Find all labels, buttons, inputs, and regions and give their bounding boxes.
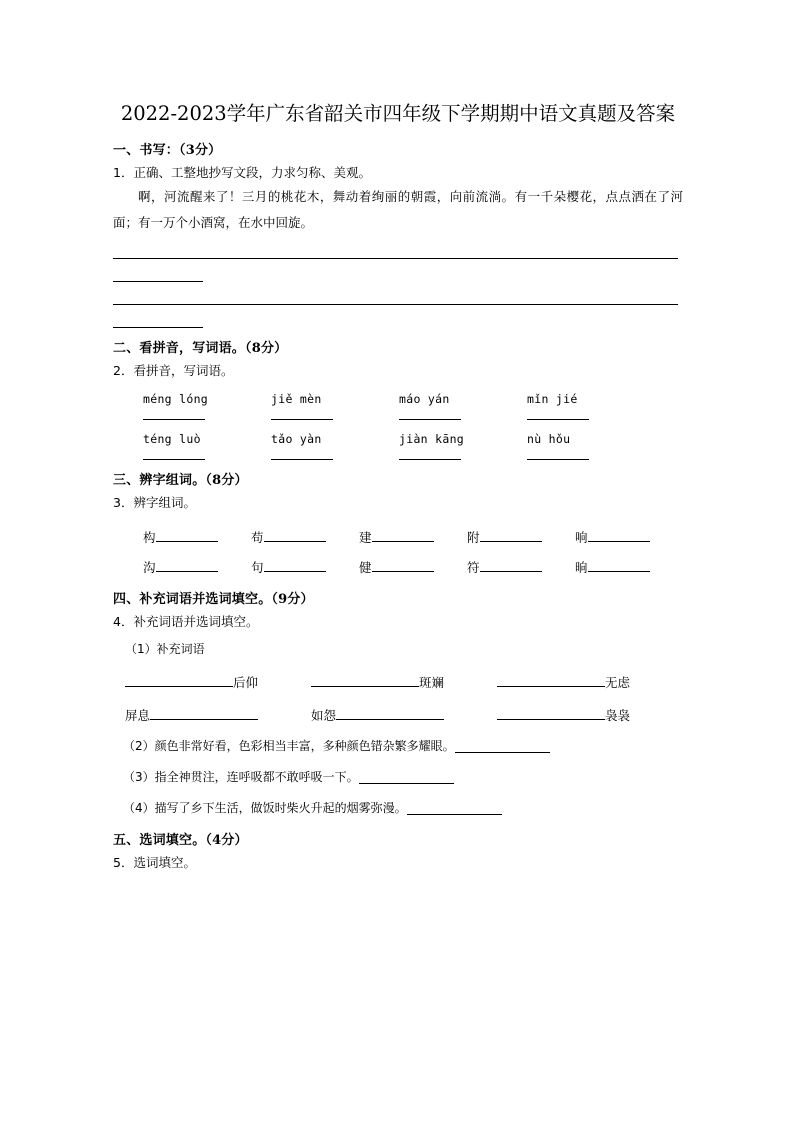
word-completion-item[interactable] [497, 704, 683, 727]
explanation-answer-blank[interactable] [455, 738, 550, 753]
character-label: 附 [467, 530, 480, 545]
word-completion-block [113, 671, 683, 727]
pinyin-answer-blank[interactable] [399, 459, 527, 460]
word-completion-item[interactable] [125, 704, 311, 727]
character-item[interactable] [575, 526, 683, 549]
word-completion-item[interactable] [311, 671, 497, 694]
page-content [113, 0, 683, 874]
character-item[interactable] [467, 556, 575, 579]
word-label: 后仰 [233, 675, 259, 690]
character-answer-blank[interactable] [264, 526, 326, 542]
spacer [113, 420, 683, 432]
question-4-sub-label: （1）补充词语 [125, 642, 205, 656]
character-answer-blank[interactable] [156, 526, 218, 542]
section-heading-3: 三、辨字组词。（8分） [113, 473, 248, 488]
pinyin-text: téng luò [143, 432, 201, 446]
word-label: 屏息 [125, 708, 151, 723]
explanation-item [113, 734, 683, 758]
question-3-prompt: 3．辨字组词。 [113, 495, 196, 510]
character-label: 符 [467, 560, 480, 575]
word-completion-row-2 [113, 704, 683, 727]
word-answer-blank[interactable] [311, 671, 419, 687]
word-answer-blank[interactable] [150, 704, 258, 720]
character-item[interactable] [143, 556, 251, 579]
character-item[interactable] [143, 526, 251, 549]
character-label: 构 [143, 530, 156, 545]
section-heading-4: 四、补充词语并选词填空。（9分） [113, 592, 314, 607]
question-1-prompt: 1．正确、工整地抄写文段，力求匀称、美观。 [113, 165, 371, 180]
character-answer-blank[interactable] [156, 556, 218, 572]
writing-line-1[interactable] [113, 258, 678, 259]
pinyin-text: tǎo yàn [271, 432, 322, 446]
character-answer-blank[interactable] [588, 526, 650, 542]
character-label: 晌 [575, 560, 588, 575]
character-item[interactable] [251, 556, 359, 579]
character-label: 苟 [251, 530, 264, 545]
section-heading-2: 二、看拼音，写词语。（8分） [113, 341, 288, 356]
explanation-text: （2）颜色非常好看，色彩相当丰富，多种颜色错杂繁多耀眼。 [123, 739, 455, 753]
question-5-prompt: 5．选词填空。 [113, 855, 196, 870]
pinyin-answer-blank[interactable] [143, 419, 271, 420]
character-item[interactable] [359, 556, 467, 579]
explanation-answer-blank[interactable] [407, 800, 502, 815]
pinyin-answer-blank[interactable] [271, 459, 399, 460]
question-4-prompt: 4．补充词语并选词填空。 [113, 614, 259, 629]
character-answer-blank[interactable] [480, 556, 542, 572]
character-answer-blank[interactable] [372, 526, 434, 542]
pinyin-answer-blank[interactable] [271, 419, 399, 420]
pinyin-text: máo yán [399, 392, 450, 406]
character-label: 建 [359, 530, 372, 545]
word-answer-blank[interactable] [497, 704, 605, 720]
pinyin-answer-row-2 [113, 459, 683, 460]
character-row-1 [113, 526, 683, 549]
word-label: 袅袅 [605, 708, 631, 723]
character-item[interactable] [575, 556, 683, 579]
word-completion-item[interactable] [125, 671, 311, 694]
writing-line-3[interactable] [113, 304, 678, 305]
character-label: 句 [251, 560, 264, 575]
pinyin-row-2 [113, 432, 683, 446]
pinyin-answer-blank[interactable] [143, 459, 271, 460]
writing-line-4[interactable] [113, 327, 203, 328]
character-answer-blank[interactable] [480, 526, 542, 542]
pinyin-answer-blank[interactable] [399, 419, 527, 420]
word-label: 无虑 [605, 675, 631, 690]
character-answer-blank[interactable] [588, 556, 650, 572]
character-label: 沟 [143, 560, 156, 575]
word-completion-item[interactable] [311, 704, 497, 727]
character-item[interactable] [467, 526, 575, 549]
explanation-item [113, 765, 683, 789]
pinyin-answer-row-1 [113, 419, 683, 420]
pinyin-answer-blank[interactable] [527, 419, 655, 420]
character-label: 响 [575, 530, 588, 545]
writing-line-2[interactable] [113, 281, 203, 282]
explanation-text: （3）指全神贯注，连呼吸都不敢呼吸一下。 [123, 770, 359, 784]
word-answer-blank[interactable] [125, 671, 233, 687]
pinyin-row-1 [113, 392, 683, 406]
question-2-prompt: 2．看拼音，写词语。 [113, 363, 234, 378]
character-practice-block [113, 526, 683, 579]
word-answer-blank[interactable] [497, 671, 605, 687]
pinyin-text: jiàn kāng [399, 432, 465, 446]
pinyin-block [113, 392, 683, 460]
character-answer-blank[interactable] [264, 556, 326, 572]
word-label: 如怨 [311, 708, 337, 723]
pinyin-text: méng lóng [143, 392, 209, 406]
pinyin-text: mǐn jié [527, 392, 578, 406]
pinyin-answer-blank[interactable] [527, 459, 655, 460]
character-row-2 [113, 556, 683, 579]
character-item[interactable] [359, 526, 467, 549]
question-1-passage: 啊，河流醒来了！三月的桃花木，舞动着绚丽的朝霞，向前流淌。有一千朵樱花，点点洒在了河面；有一万个小酒窝，在水中回旋。 [113, 189, 683, 230]
page-title: 2022-2023学年广东省韶关市四年级下学期期中语文真题及答案 [120, 102, 676, 125]
explanation-text: （4）描写了乡下生活，做饭时柴火升起的烟雾弥漫。 [123, 801, 407, 815]
character-label: 健 [359, 560, 372, 575]
character-answer-blank[interactable] [372, 556, 434, 572]
word-completion-row-1 [113, 671, 683, 694]
section-heading-5: 五、选词填空。（4分） [113, 833, 248, 848]
explanation-answer-blank[interactable] [359, 769, 454, 784]
pinyin-text: jiě mèn [271, 392, 322, 406]
writing-answer-lines [113, 258, 683, 328]
word-answer-blank[interactable] [336, 704, 444, 720]
section-heading-1: 一、书写：（3分） [113, 143, 222, 158]
pinyin-text: nù hǒu [527, 432, 571, 446]
word-completion-item[interactable] [497, 671, 683, 694]
explanation-item [113, 796, 683, 820]
word-label: 斑斓 [419, 675, 445, 690]
character-item[interactable] [251, 526, 359, 549]
